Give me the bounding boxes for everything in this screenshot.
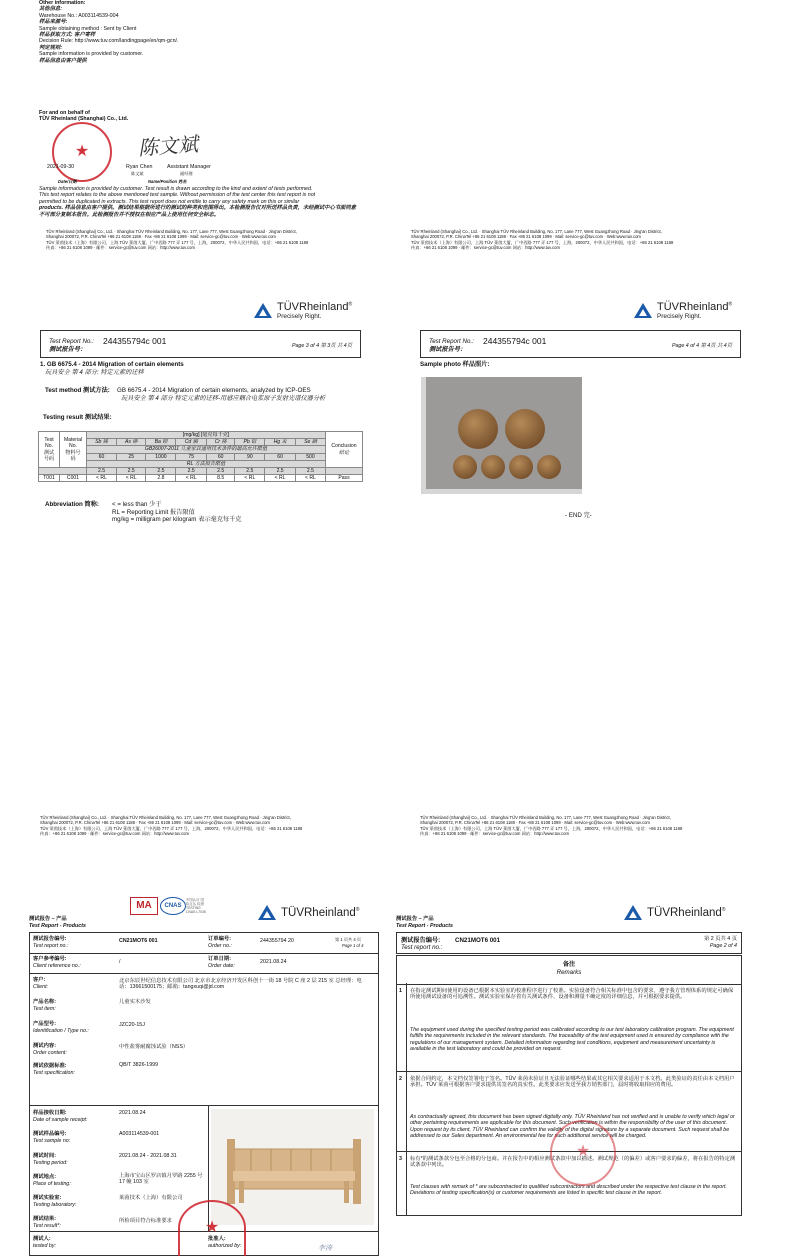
footer-line: 传真：+86 21 6108 1099 · 邮件：service-gc@tuv.com 网站：http://www.tuv.com [411,245,560,251]
p1-disclaimer [39,186,379,218]
logo-name: TÜVRheinland [277,301,349,313]
p6-page: 第 2 页共 4 页 [704,936,737,942]
logo-reg: ® [348,301,353,308]
form-label: 产品型号: [33,1021,56,1027]
p1-line: 样品获取方式: 客户寄样 [39,32,96,39]
form-value: 儿童实木沙发 [119,999,151,1005]
footer-line: 传真：+86 21 6108 1099 · 邮件：service-gc@tuv.com 网站：http://www.tuv.com [46,245,195,251]
p6-page-en: Page 2 of 4 [709,943,737,949]
element-cell: Hg 汞 [265,439,296,446]
p3-report-label: Test Report No.: [49,338,94,345]
cnas-sub: 中国认可 国际互认 检测 TESTING CNAS L7035 [186,898,206,914]
form-label-en: Place of testing: [33,1181,71,1187]
knob-ball [537,455,561,479]
form-label-en: Test result*: [33,1223,61,1229]
rl-cell: 2.5 [295,468,325,475]
form-label-en: Order content: [33,1050,67,1056]
form-label: 测试地点: [33,1174,56,1180]
form-label-en: Test sample no: [33,1138,71,1144]
h-mat-line: 物料号 [65,449,81,456]
p6-header-box [396,932,742,954]
rl-cell: 2.5 [87,468,117,475]
footer-p3 [40,815,370,837]
company-seal-p6 [550,1120,616,1186]
row-material: C001 [60,475,87,482]
remark-no: 2 [399,1076,402,1082]
rl-cell: 2.5 [206,468,234,475]
footer-line: 传真：+86 21 6108 1099 · 邮件：service-gc@tuv.com 网站：http://www.tuv.com [420,831,569,837]
p5-title: 测试报告 – 产品 [29,916,67,922]
conclusion-label: Conclusion [331,443,357,450]
logo-name: TÜVRheinland [657,301,729,313]
footer-line: TÜV Rheinland (Shanghai) Co., Ltd. · Shanghai TÜV Rheinland Building, No. 177, Lane 777, West Guangzhong Road · Jing'an District, [46,229,297,234]
p6-report-label: 测试报告编号: [401,937,441,944]
tuv-triangle-icon [258,905,276,920]
element-cell: As 砷 [117,439,146,446]
abbr-label: Abbreviation 简称: [45,501,99,508]
rl-label: RL 方法报告限值 [87,460,326,467]
limit-cell: 1000 [146,453,176,460]
photo-ruler [421,377,426,494]
signature: 陈文斌 [137,131,199,161]
footer-line: TÜV 莱茵技术（上海）有限公司，上海 TÜV 莱茵大厦，广中西路 777 弄 177 号，上海，200072，中华人民共和国，电话：+86 21 6108 1188 [411,239,674,245]
tuv-logo-p3 [254,301,352,320]
limit-label: GB26007-2011 儿童家具通用技术条件的最高允许限值 [87,446,326,453]
limit-cell: 90 [235,453,265,460]
footer-line: TÜV 莱茵技术（上海）有限公司，上海 TÜV 莱茵大厦，广中西路 777 弄 177 号，上海，200072，中华人民共和国，电话：+86 21 6108 1188 [46,239,309,245]
behalf-line-1: For and on behalf of [39,110,90,116]
form-label: 订单日期: [208,956,231,962]
element-cell: Pb 铅 [235,439,265,446]
p1-line: Decision Rule: http://www.tuv.com/landingpage/en/qm-gcn/. [39,38,179,45]
row-value: < RL [235,475,265,482]
sign-position: Assistant Manager [167,164,211,170]
tuv-logo-p6 [624,905,725,920]
form-label-en: Client: [33,984,49,990]
form-label-en: Test item: [33,1006,56,1012]
form-value: 244355794 20 [260,938,294,944]
element-cell: Se 硒 [295,439,325,446]
p4-photo-label: Sample photo 样品照片: [420,361,490,368]
disclaimer-line: Sample information is provided by customer. Test result is drawn according to the kind and extent of tests performed. [39,186,313,192]
footer-line: Shanghai 200072, P.R. ChinaTel +86 21 6108 1188 · Fax +86 21 6108 1099 · Mail: service-gc@tuv.com · Web:www.tuv.com [40,820,270,826]
p3-method-1: GB 6675.4 - 2014 Migration of certain elements, analyzed by ICP-OES [117,387,311,394]
limit-cell: 25 [117,453,146,460]
p3-section-title-cn: 玩具安全 第 4 部分: 特定元素的迁移 [45,369,144,376]
tuv-logo-p4 [634,301,732,320]
form-label-en: authorized by: [208,1243,242,1249]
limit-cell: 60 [265,453,296,460]
p6-report-label-en: Test report no.: [401,944,443,951]
p1-line: 其他信息: [39,6,62,13]
logo-tagline: Precisely Right. [657,313,702,320]
p1-line: Other information: [39,0,86,6]
tuv-triangle-icon [624,905,642,920]
element-cell: Cr 铬 [206,439,234,446]
remark-en: Test clauses with remark of * are subcontracted to qualified subcontractors and described under the respective test clause in the report. Deviations of testing specification(s) or customer requirements are listed in specific test clause in the report. [410,1184,727,1197]
element-cell: Ba 钡 [146,439,176,446]
h-test-line: 号码 [43,455,55,462]
footer-line: TÜV 莱茵技术（上海）有限公司，上海 TÜV 莱茵大厦，广中西路 777 弄 177 号，上海，200072，中华人民共和国，电话：+86 21 6108 1188 [40,825,303,831]
p1-behalf [39,110,128,123]
form-label: 测试样品编号: [33,1131,67,1137]
form-label: 测试人: [33,1236,51,1242]
p3-result-label: Testing result 测试结果: [43,414,112,421]
p4-report-label-cn: 测试报告号： [429,346,467,353]
rl-cell: 2.5 [146,468,176,475]
p1-line: 样品信息由客户提供 [39,57,87,64]
form-label: 产品名称: [33,999,56,1005]
p4-end: - END 完- [565,512,592,519]
footer-line: 传真：+86 21 6108 1099 · 邮件：service-gc@tuv.com 网站：http://www.tuv.com [40,831,189,837]
limit-cell: 60 [87,453,117,460]
row-value: < RL [265,475,296,482]
form-value: 上海市宝山区罗店镇月罗路 2255 号 17 幢 103 室 [119,1173,203,1186]
knob-ball [453,455,477,479]
p6-remarks-title [396,955,742,985]
form-value: A003114539-001 [119,1131,160,1137]
seal-star-icon: ★ [575,1143,591,1160]
p1-line: Sample information is provided by customer. [39,51,144,58]
p3-section-title: 1. GB 6675.4 - 2014 Migration of certain elements [40,361,184,368]
p6-report-no: CN21MOT6 001 [455,937,501,944]
form-value: / [119,959,121,965]
p4-report-no: 244355794c 001 [483,336,547,346]
footer-line: TÜV Rheinland (Shanghai) Co., Ltd. · Shanghai TÜV Rheinland Building, No. 177, Lane 777, West Guangzhong Road · Jing'an District, [411,229,662,234]
rl-cell: 2.5 [235,468,265,475]
knob-ball [481,455,505,479]
p5-title-en: Test Report - Products [29,923,86,929]
disclaimer-line: 不可部分复制本报告。此检测报告并不授权在相应产品上使用任何安全标志。 [39,211,220,218]
form-value: 中性盐雾耐腐蚀试验（NSS） [119,1044,189,1050]
p1-other-info [39,0,379,64]
limit-cell: 75 [176,453,207,460]
form-value: 北京东辰世纪信息技术有限公司 北京市北京经济开发区科创十一街 18 号院 C 座 2 层 215 室 总经理：电话：13661500175；邮箱：tangxuqi@jd.com [119,978,362,991]
form-label: 订单编号: [208,936,231,942]
form-value: 2021.08.24 - 2021.08.31 [119,1153,177,1159]
form-label-en: Testing laboratory: [33,1202,77,1208]
h-mat-line: No. [69,443,77,450]
form-value: 2021.08.24 [260,959,287,965]
form-value: 2021.08.24 [119,1110,146,1116]
p3-report-no: 244355794c 001 [103,336,167,346]
footer-line: TÜV Rheinland (Shanghai) Co., Ltd. · Shanghai TÜV Rheinland Building, No. 177, Lane 777, West Guangzhong Road · Jing'an District, [420,815,671,820]
h-conclusion [326,432,363,468]
unit-cell: [mg/kg] [毫克每千克] [87,432,326,439]
form-value: QB/T 3826-1999 [119,1062,159,1068]
remark-cn: 依据合同约定，本文档仅签署电子签名。TÜV 莱茵未验证且无法验证哪些结果或其它相关要求适用于本文档。此类验证的责任由本文档用户承担。TÜV 莱茵可根据客户要求提供其签名的真实性。此类要求应发送至我方销售部门，届时将收取相应的费用。 [410,1076,735,1089]
p1-line: Warehouse No.: A003114539-004 [39,12,119,19]
abbr-item: < = less than 少于 [112,501,162,508]
h-test-line: Test [44,437,54,444]
footer-line: Shanghai 200072, P.R. ChinaTel +86 21 6108 1188 · Fax +86 21 6108 1099 · Mail: service-gc@tuv.com · Web:www.tuv.com [46,234,276,240]
form-label-en: Test report no.: [33,943,69,949]
row-value: < RL [87,475,117,482]
behalf-line-2: TÜV Rheinland (Shanghai) Co., Ltd. [39,116,129,123]
form-value: JZC20-15J [119,1022,145,1028]
form-label: 测试结果: [33,1216,56,1222]
row-value: 8.5 [206,475,234,482]
logo-name: TÜVRheinland [647,906,722,919]
row-value: < RL [295,475,325,482]
tuv-triangle-icon [254,303,272,318]
p3-method-2: 玩具安全 第 4 部分 特定元素的迁移-用感应耦合电浆原子发射光谱仪器分析 [121,395,326,402]
p4-page-no: Page 4 of 4 第 4页 共 4页 [671,343,732,349]
remark-en: The equipment used during the specified testing period was calibrated according to our test laboratory calibration program. The equipment fulfills the requirements included in the relevant standards. The traceability of the test equipment used is ensured by compliance with the regulations of our management system. Detailed information regarding test conditions, equipment and measurement uncertainty is available in the test laboratory and could be provided on request. [410,1027,734,1053]
tuv-triangle-icon [634,303,652,318]
p3-result-table [38,431,363,482]
form-label-en: Order date: [208,963,235,969]
table-row [39,475,363,482]
logo-reg: ® [721,906,726,913]
element-cell: Cd 镉 [176,439,207,446]
p4-header-box [420,330,741,358]
footer-p2 [411,229,741,251]
seal-star-icon: ★ [204,1219,220,1236]
footer-line: TÜV Rheinland (Shanghai) Co., Ltd. · Shanghai TÜV Rheinland Building, No. 177, Lane 777, West Guangzhong Road · Jing'an District, [40,815,291,820]
footer-line: TÜV 莱茵技术（上海）有限公司，上海 TÜV 莱茵大厦，广中西路 777 弄 177 号，上海，200072，中华人民共和国，电话：+86 21 6108 1188 [420,825,683,831]
p3-report-label-cn: 测试报告号： [49,346,87,353]
p3-header-box [40,330,361,358]
p6-title: 测试报告 – 产品 [396,916,434,922]
form-label-en: Testing period: [33,1160,68,1166]
form-value: 莱茵技术（上海）有限公司 [119,1195,183,1201]
company-seal-p5 [178,1200,246,1256]
p6-title-en: Test Report - Products [396,923,453,929]
approver-signature: 李涛 [318,1245,332,1252]
form-label: 客户参考编号: [33,956,67,962]
company-seal [52,122,112,182]
logo-name: TÜVRheinland [281,906,356,919]
row-value: 2.8 [146,475,176,482]
element-cell: Sb 锑 [87,439,117,446]
rl-blank [326,468,363,475]
form-label: 测试时间: [33,1153,56,1159]
form-label: 测试依据标准: [33,1063,67,1069]
form-label-en: Order no.: [208,943,232,949]
date-label: Date/日期 [58,179,77,184]
limit-cell: 500 [295,453,325,460]
form-label: 批准人: [208,1236,226,1242]
form-label: 客户: [33,977,46,983]
knob-disc [505,409,545,449]
limit-cell: 60 [206,453,234,460]
sign-name-cn: 陈文斌 [131,171,144,176]
conclusion-label-cn: 结论 [338,449,350,456]
disclaimer-line: This test report relates to the above mentioned test sample. Without permission of the test center this test report is not [39,192,316,199]
sign-name: Ryan Chen [126,164,153,170]
abbr-list [112,501,241,524]
sign-position-cn: 副经理 [180,171,193,176]
form-page: 第 1 页共 4 页 [335,937,362,942]
logo-reg: ® [355,906,360,913]
row-value: < RL [117,475,146,482]
remark-no: 1 [399,988,402,994]
disclaimer-line: permitted to be duplicated in extracts. This test report does not entitle to carry any safety mark on this or similar [39,198,300,205]
p3-method-label: Test method 测试方法: [45,387,110,394]
logo-reg: ® [728,301,733,308]
sign-date: 2021-09-30 [47,164,75,170]
cnas-mark: CNAS [160,897,186,915]
form-label: 测试实验室: [33,1195,62,1201]
name-label: Name/Position 姓名 [148,179,187,184]
p1-line: 判定规则: [39,44,62,51]
p4-report-label: Test Report No.: [429,338,474,345]
form-label: 样品接收日期: [33,1110,67,1116]
form-value: 所检项目符合标准要求 [119,1218,172,1224]
form-label-en: Test specification: [33,1070,75,1076]
footer-p4 [420,815,750,837]
p3-page-no: Page 3 of 4 第 3页 共 4页 [291,343,352,349]
form-label-en: Identification / Type no.: [33,1028,89,1034]
form-value: CN21MOT6 001 [119,938,158,944]
footer-line: Shanghai 200072, P.R. ChinaTel +86 21 6108 1188 · Fax +86 21 6108 1099 · Mail: service-gc@tuv.com · Web:www.tuv.com [411,234,641,240]
h-test-line: 测试 [43,449,55,456]
form-label: 测试内容: [33,1043,56,1049]
row-test: T001 [39,475,60,482]
knob-disc [458,409,498,449]
tuv-logo-p5 [258,905,359,920]
rl-cell: 2.5 [176,468,207,475]
row-result: Pass [326,475,363,482]
remark-cn: 标有*的测试条款分包至合格的分包商。并在报告中的相应测试条款中加以描述。测试规范（的偏差）或客户要求的偏差，将在报告的特定测试条款中列出。 [410,1156,736,1169]
knob-ball [509,455,533,479]
p1-line: Sample obtaining method : Sent by Client [39,25,137,32]
sample-photo [421,377,582,494]
h-mat-line: Material [63,437,83,444]
logo-tagline: Precisely Right. [277,313,322,320]
form-label-en: tested by: [33,1243,56,1249]
form-label-en: Client reference no.: [33,963,81,969]
abbr-item: RL = Reporting Limit 报告限值 [112,508,195,516]
h-mat-line: 码 [70,455,76,462]
photo-ruler [421,489,582,494]
remark-cn: 在指定测试期间使用的设备已根据本实验室的校准程序进行了校准。实验设备符合相关标准中包含的要求，遵守我方管理体系的规定可确保所使用测试设备的可追溯性。测试实验室保存着有关测试条件、设备和测量不确定度的详细信息，并可根据要求提供。 [410,988,734,1001]
remarks-title-en: Remarks [556,968,582,976]
form-label: 测试报告编号: [33,936,67,942]
rl-cell: 2.5 [265,468,296,475]
rl-blank [39,468,87,475]
form-page-en: Page 1 of 4 [342,943,364,948]
form-label-en: Date of sample receipt: [33,1117,88,1123]
footer-line: Shanghai 200072, P.R. ChinaTel +86 21 6108 1188 · Fax +86 21 6108 1099 · Mail: service-gc@tuv.com · Web:www.tuv.com [420,820,650,826]
seal-star-icon: ★ [74,143,90,160]
remark-no: 3 [399,1156,402,1162]
h-test-line: No. [45,443,53,450]
h-material [60,432,87,468]
abbr-item: mg/kg = milligram per kilogram 表示毫克每千克 [112,516,242,524]
remarks-title: 备注 [562,961,576,968]
ma-mark: MA [130,897,158,915]
rl-cell: 2.5 [117,468,146,475]
p1-line: 样品来源号: [39,19,68,26]
row-value: < RL [176,475,207,482]
disclaimer-line: products. 样品信息由客户提供。测试结果根据所进行的测试的种类和范围得出。本检测报告仅对所送样品负责，未经测试中心书面同意 [39,205,356,212]
h-test [39,432,60,468]
footer-p1 [46,229,376,251]
remark-en: As contractually agreed, this document has been signed digitally only. TÜV Rheinland has not verified and is unable to verify which legal or other pertaining requirements are applicable for this document. Such verification is within the responsibility of the user of this document. Upon request by its client, TÜV Rheinland can confirm the validity of the digital signature by a separate document. Such request shall be addressed to our Sales department. An environmental fee for such additional service will be charged. [410,1114,735,1140]
